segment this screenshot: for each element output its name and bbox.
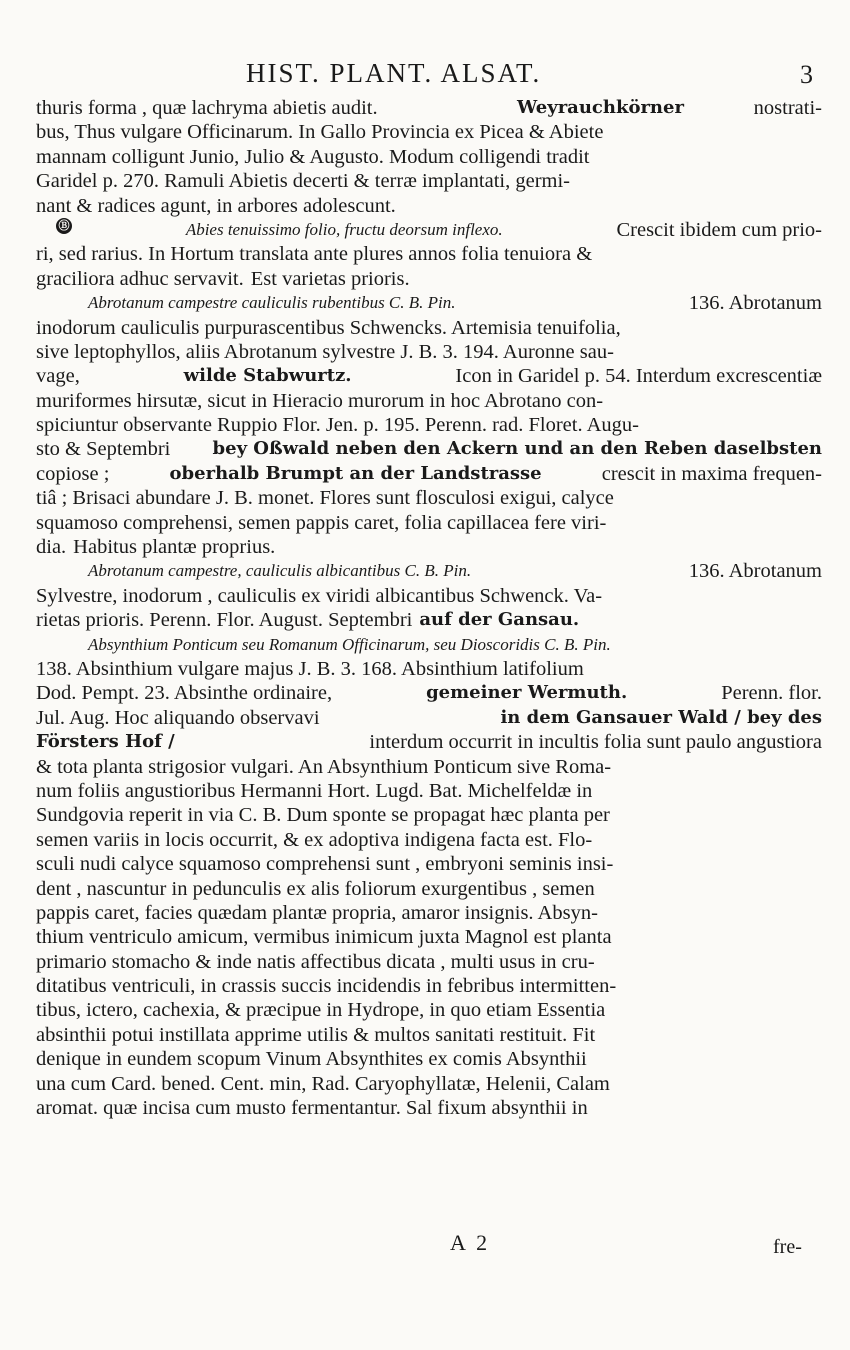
text-line [36, 925, 822, 949]
text-line [36, 218, 822, 242]
running-title: HIST. PLANT. ALSAT. [246, 58, 542, 88]
german-fraktur-text: in dem Gansauer Wald / bey des [500, 706, 822, 728]
latin-text: squamoso comprehensi, semen pappis caret, folia capillacea fere viri- [36, 511, 607, 534]
signature-mark: A 2 [450, 1230, 491, 1255]
text-line [36, 194, 822, 218]
latin-text: absinthii potui instillata apprime utilis & multos sanitati restituit. Fit [36, 1023, 596, 1046]
latin-text: sculi nudi calyce squamoso comprehensi sunt , embryoni seminis insi- [36, 853, 614, 876]
german-fraktur-text: bey Oßwald neben den Ackern und an den Reben daselbsten [212, 438, 822, 460]
latin-text: Jul. Aug. Hoc aliquando observavi [36, 706, 320, 729]
latin-text: Crescit ibidem cum prio- [616, 218, 822, 241]
text-line [36, 535, 822, 559]
german-fraktur-text: gemeiner Wermuth. [426, 682, 628, 704]
german-fraktur-text: oberhalb Brumpt an der Landstrasse [169, 462, 542, 484]
latin-text: ditatibus ventriculi, in crassis succis incidendis in febribus intermitten- [36, 975, 617, 998]
text-line [36, 755, 822, 779]
text-line [36, 120, 822, 144]
latin-text: denique in eundem scopum Vinum Absynthites ex comis Absynthii [36, 1048, 587, 1071]
page-number: 3 [800, 60, 813, 89]
latin-text: nant & radices agunt, in arbores adolescunt. [36, 194, 396, 217]
text-line [36, 852, 822, 876]
latin-text: sive leptophyllos, aliis Abrotanum sylvestre J. B. 3. 194. Auronne sau- [36, 340, 614, 363]
text-line [36, 657, 822, 681]
text-line [36, 1096, 822, 1120]
latin-text: & tota planta strigosior vulgari. An Absynthium Ponticum sive Roma- [36, 755, 612, 778]
german-fraktur-text: Försters Hof / [36, 731, 175, 753]
text-line [36, 633, 822, 657]
latin-text: Perenn. flor. [721, 682, 822, 705]
text-line [36, 584, 822, 608]
text-line [36, 706, 822, 730]
text-line [36, 316, 822, 340]
latin-text: 136. Abrotanum [688, 292, 822, 315]
german-fraktur-text: Weyrauchkörner [517, 97, 684, 118]
latin-text: rietas prioris. Perenn. Flor. August. Septembri [36, 609, 413, 632]
plant-name: Abrotanum campestre cauliculis rubentibus C. B. Pin. [88, 293, 456, 313]
latin-text: graciliora adhuc servavit. [36, 267, 244, 290]
text-line [36, 1072, 822, 1096]
latin-text: inodorum cauliculis purpurascentibus Schwencks. Artemisia tenuifolia, [36, 316, 621, 339]
text-line [36, 803, 822, 827]
latin-text: muriformes hirsutæ, sicut in Hieracio murorum in hoc Abrotano con- [36, 389, 604, 412]
latin-text: una cum Card. bened. Cent. min, Rad. Caryophyllatæ, Helenii, Calam [36, 1072, 610, 1095]
text-line [36, 730, 822, 754]
latin-text: Icon in Garidel p. 54. Interdum excrescentiæ [455, 365, 822, 388]
latin-text: thium ventriculo amicum, vermibus inimicum juxta Magnol est planta [36, 926, 612, 949]
latin-text: 136. Abrotanum [688, 560, 822, 583]
latin-text: tiâ ; Brisaci abundare J. B. monet. Flores sunt flosculosi exigui, calyce [36, 487, 614, 510]
latin-text: Habitus plantæ proprius. [73, 536, 276, 559]
latin-text: crescit in maxima frequen- [601, 462, 822, 485]
latin-text: interdum occurrit in incultis folia sunt paulo angustiora [369, 731, 822, 754]
text-line [36, 169, 822, 193]
body-text [36, 96, 822, 1120]
text-line [36, 462, 822, 486]
text-line [36, 267, 822, 291]
latin-text: semen variis in locis occurrit, & ex adoptiva indigena facta est. Flo- [36, 828, 593, 851]
text-line [36, 413, 822, 437]
latin-text: aromat. quæ incisa cum musto fermentantur. Sal fixum absynthii in [36, 1097, 588, 1120]
text-line [36, 389, 822, 413]
latin-text: pappis caret, facies quædam plantæ propria, amaror insignis. Absyn- [36, 901, 598, 924]
text-line [36, 511, 822, 535]
text-line [36, 145, 822, 169]
text-line [36, 974, 822, 998]
text-line [36, 486, 822, 510]
text-line [36, 1023, 822, 1047]
latin-text: Dod. Pempt. 23. Absinthe ordinaire, [36, 682, 333, 705]
text-line [36, 828, 822, 852]
marker-icon: Ⓑ [56, 218, 72, 234]
german-fraktur-text: wilde Stabwurtz. [183, 365, 352, 387]
running-header [0, 54, 850, 94]
latin-text: primario stomacho & inde natis affectibus dicata , multi usus in cru- [36, 950, 595, 973]
text-line [36, 1047, 822, 1071]
plant-name: Abrotanum campestre, cauliculis albicantibus C. B. Pin. [88, 561, 472, 581]
text-line [36, 340, 822, 364]
latin-text: copiose ; [36, 462, 110, 485]
latin-text: tibus, ictero, cachexia, & præcipue in Hydrope, in quo etiam Essentia [36, 999, 606, 1022]
latin-text: sto & Septembri [36, 438, 171, 461]
text-line [36, 779, 822, 803]
latin-text: Garidel p. 270. Ramuli Abietis decerti & terræ implantati, germi- [36, 170, 571, 193]
plant-name: Absynthium Ponticum seu Romanum Officinarum, seu Dioscoridis C. B. Pin. [88, 634, 611, 654]
latin-text: Est varietas prioris. [250, 267, 410, 290]
latin-text: thuris forma , quæ lachryma abietis audit. [36, 97, 378, 119]
text-line [36, 950, 822, 974]
text-line [36, 998, 822, 1022]
text-line [36, 681, 822, 705]
latin-text: Sundgovia reperit in via C. B. Dum sponte se propagat hæc planta per [36, 804, 610, 827]
text-line [36, 608, 822, 632]
text-line [36, 291, 822, 315]
latin-text: dent , nascuntur in pedunculis ex alis foliorum exurgentibus , semen [36, 877, 595, 900]
latin-text: bus, Thus vulgare Officinarum. In Gallo Provincia ex Picea & Abiete [36, 121, 604, 144]
text-line [36, 877, 822, 901]
plant-name: Abies tenuissimo folio, fructu deorsum inflexo. [185, 219, 503, 239]
latin-text: dia. [36, 536, 67, 559]
latin-text: num foliis angustioribus Hermanni Hort. Lugd. Bat. Michelfeldæ in [36, 779, 593, 802]
text-line [36, 901, 822, 925]
latin-text: mannam colligunt Junio, Julio & Augusto. Modum colligendi tradit [36, 145, 590, 168]
german-fraktur-text: auf der Gansau. [419, 609, 580, 631]
latin-text: nostrati- [753, 97, 822, 119]
text-line [36, 242, 822, 266]
text-line [36, 364, 822, 388]
catchword: fre- [773, 1236, 802, 1258]
latin-text: spiciuntur observante Ruppio Flor. Jen. p. 195. Perenn. rad. Floret. Augu- [36, 414, 639, 437]
text-line [36, 559, 822, 583]
latin-text: Sylvestre, inodorum , cauliculis ex viridi albicantibus Schwenck. Va- [36, 584, 603, 607]
latin-text: ri, sed rarius. In Hortum translata ante plures annos folia tenuiora & [36, 243, 593, 266]
latin-text: vage, [36, 365, 80, 388]
latin-text: 138. Absinthium vulgare majus J. B. 3. 168. Absinthium latifolium [36, 657, 584, 680]
text-line [36, 96, 822, 120]
text-line [36, 437, 822, 461]
